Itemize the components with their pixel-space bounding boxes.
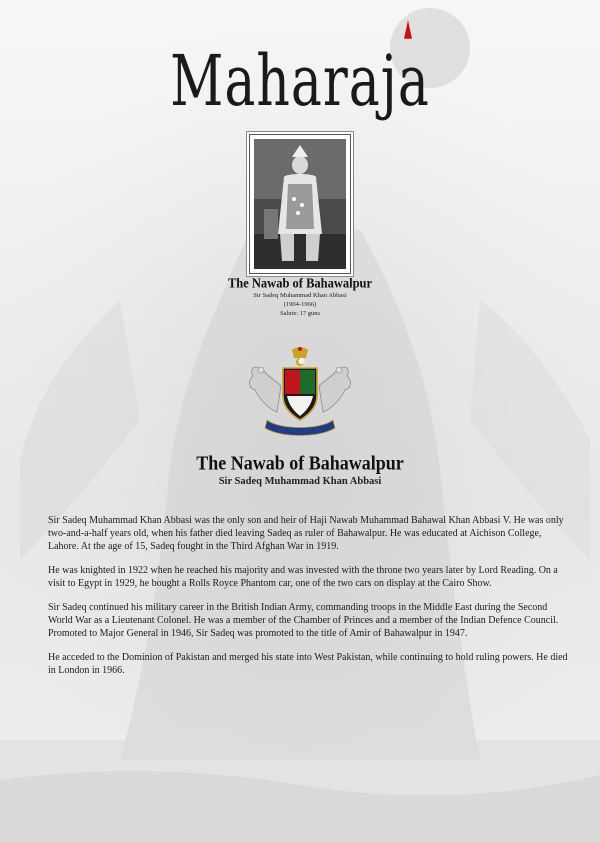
brand-logo xyxy=(170,42,430,123)
portrait-photo xyxy=(249,134,351,274)
section-heading xyxy=(0,453,600,487)
caption-years: (1904-1966) xyxy=(283,301,317,308)
paragraph: Sir Sadeq continued his military career in the British Indian Army, commanding troops in the Middle East during the Second World War as a Lieutenant Colonel. He was a member of the Chamber of Princes and a member of the Indian Defence Council. Promoted to Major General in 1946, Sir Sadeq was promoted to the title of Amir of Bahawalpur in 1947. xyxy=(48,602,559,639)
coat-of-arms xyxy=(245,346,355,442)
portrait-figure xyxy=(254,139,346,269)
masthead xyxy=(0,41,600,123)
section-subtitle: Sir Sadeq Muhammad Khan Abbasi xyxy=(218,476,382,487)
caption-title: The Nawab of Bahawalpur xyxy=(227,275,373,291)
caption-salute: Salute: 17 guns xyxy=(279,310,321,317)
caption-name: Sir Sadeq Muhammad Khan Abbasi xyxy=(253,292,347,299)
paragraph: He acceded to the Dominion of Pakistan and merged his state into West Pakistan, while continuing to hold ruling powers. He died in London in 1966. xyxy=(48,652,568,676)
brand-accent-mark xyxy=(404,20,412,39)
section-title: The Nawab of Bahawalpur xyxy=(196,451,404,475)
biography-text xyxy=(48,514,568,688)
brand-title: Maharaja xyxy=(170,41,430,123)
paragraph: He was knighted in 1922 when he reached his majority and was invested with the throne two years later by Lord Reading. On a visit to Egypt in 1929, he bought a Rolls Royce Phantom car, one of the two cars on display at the Cairo Show. xyxy=(48,565,558,589)
paragraph: Sir Sadeq Muhammad Khan Abbasi was the only son and heir of Haji Nawab Muhammad Bahawal Khan Abbasi V. He was only two-and-a-half years old, when his father died leaving Sadeq as ruler of Bahawalpur. He was educated at Aichison College, Lahore. At the age of 15, Sadeq fought in the Third Afghan War in 1919. xyxy=(48,515,564,552)
portrait-caption xyxy=(0,276,600,318)
